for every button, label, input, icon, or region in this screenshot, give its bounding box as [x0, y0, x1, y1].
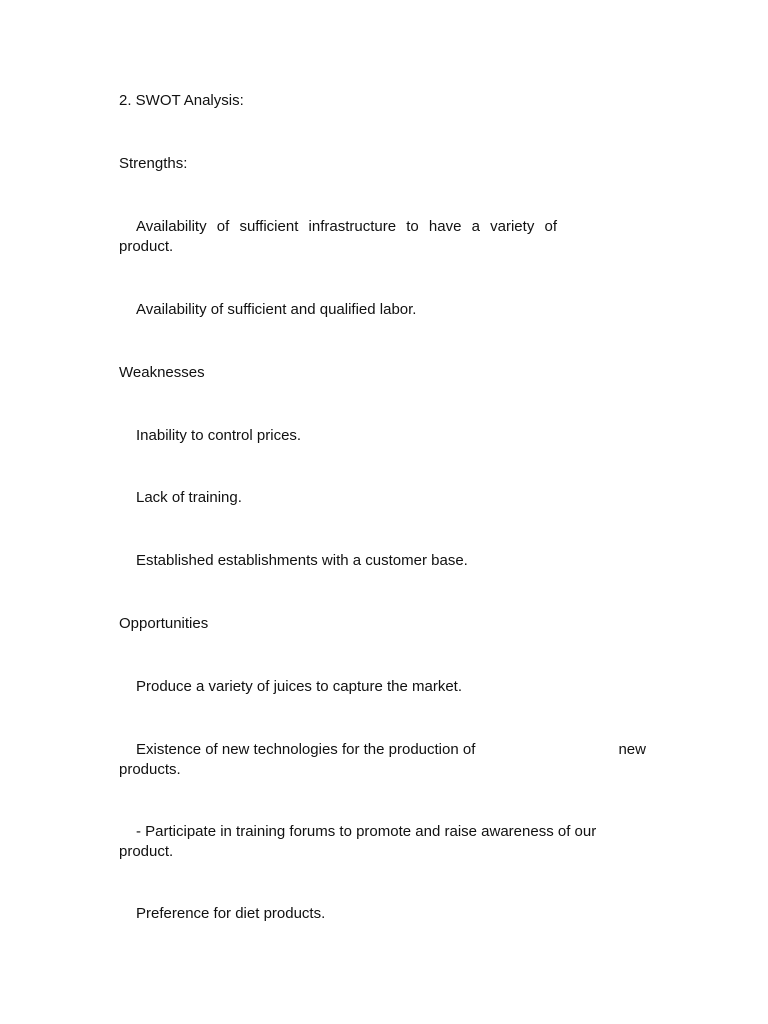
- section-heading: 2. SWOT Analysis:: [119, 92, 244, 109]
- opportunities-label: Opportunities: [119, 615, 209, 632]
- opportunity-item-2-trailing-word: new: [618, 741, 646, 758]
- weakness-item-2: Lack of training.: [136, 489, 242, 506]
- opportunity-item-1: Produce a variety of juices to capture the market.: [136, 678, 462, 695]
- opportunity-item-2: [119, 740, 647, 780]
- opportunity-item-4: Preference for diet products.: [136, 905, 326, 922]
- weaknesses-label: Weaknesses: [119, 364, 205, 381]
- opportunity-item-2-continuation: products.: [119, 761, 181, 778]
- strength-item-1: Availability of sufficient infrastructure to have a variety of product.: [119, 218, 557, 255]
- strengths-label: Strengths:: [119, 155, 188, 172]
- weakness-item-1: Inability to control prices.: [136, 427, 302, 444]
- strength-item-2: Availability of sufficient and qualified labor.: [136, 301, 417, 318]
- opportunity-item-3: - Participate in training forums to promote and raise awareness of our product.: [119, 823, 597, 860]
- opportunity-item-2-text: Existence of new technologies for the production of: [136, 741, 476, 758]
- weakness-item-3: Established establishments with a customer base.: [136, 552, 468, 569]
- opportunity-item-2-first-line: [119, 740, 646, 760]
